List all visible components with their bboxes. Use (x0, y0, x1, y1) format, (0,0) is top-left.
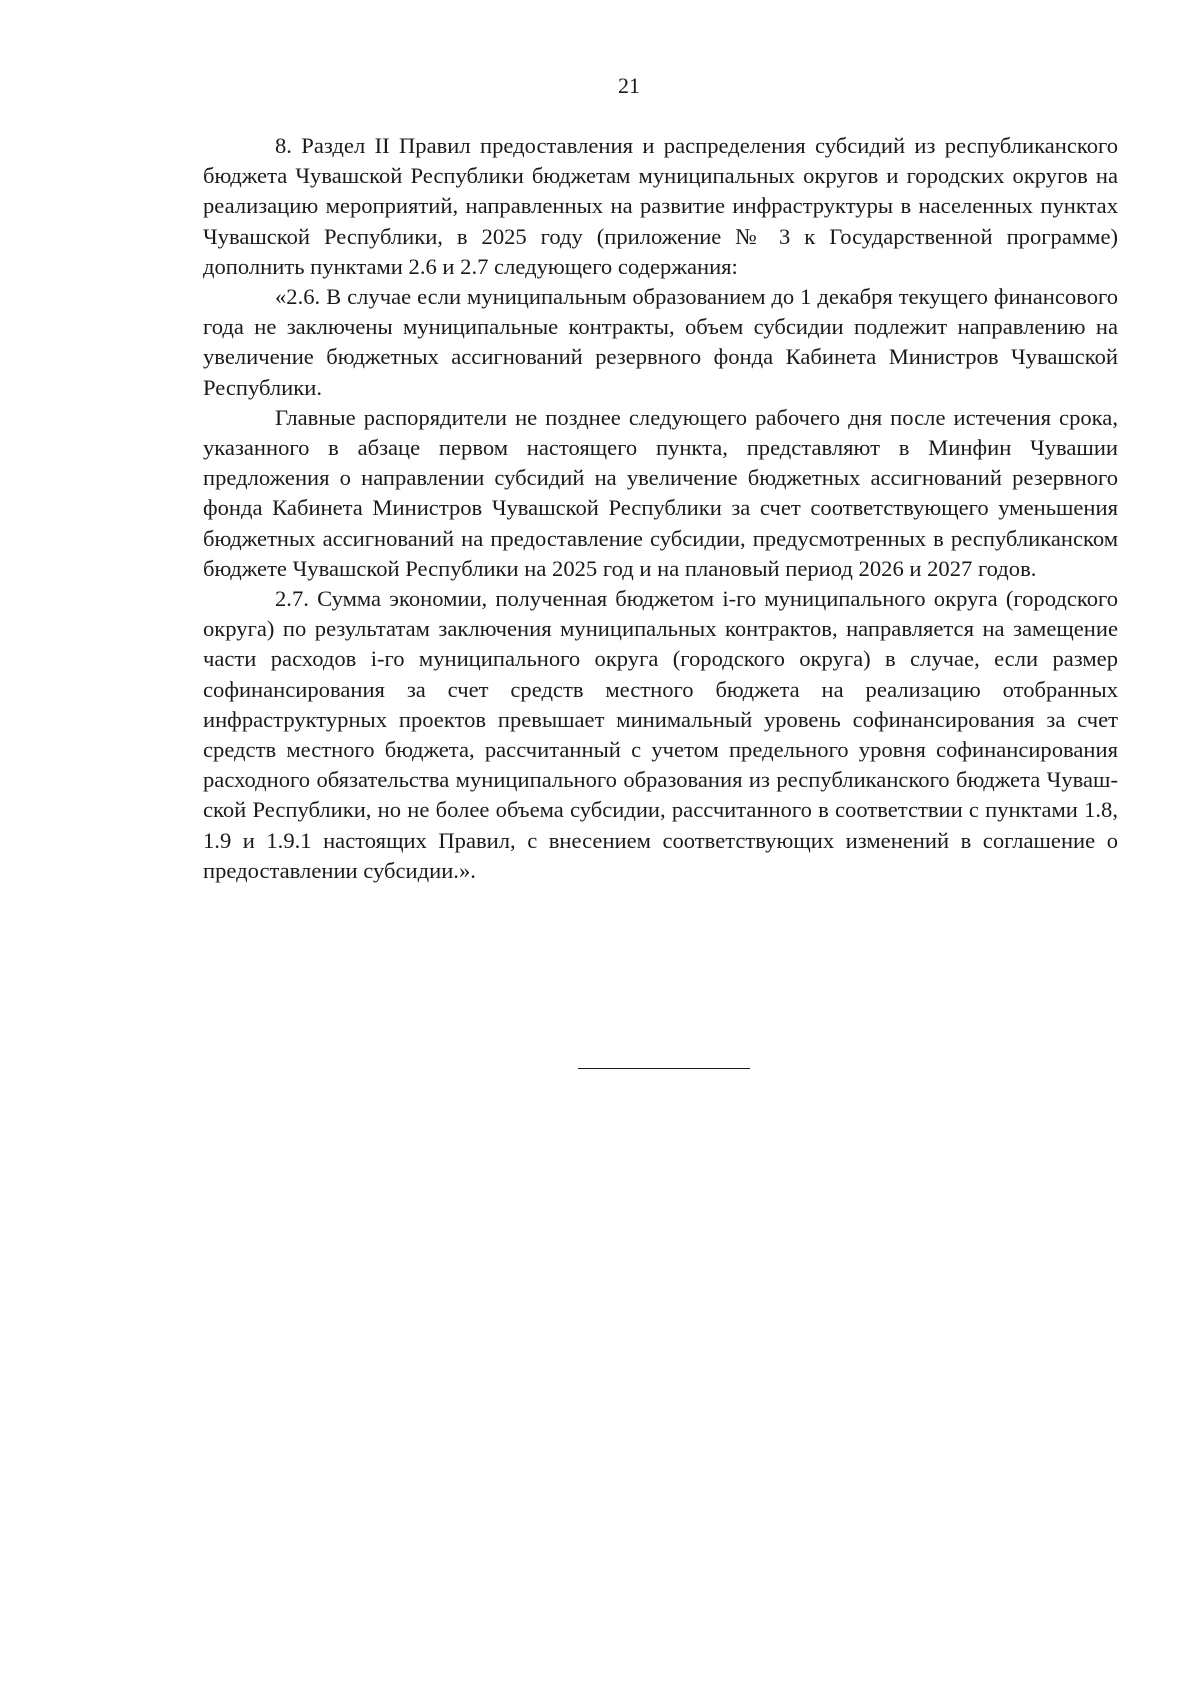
paragraph-item-2-7: 2.7. Сумма экономии, полученная бюджетом i-го муниципального округа (городского округа) по результатам заключения муниципальных контрактов, направляется на замещение части расходов i-го муниципального округа (городского округа) в случае, если размер софинансирования за счет средств местного бюджета на реализацию отобранных инфраструктурных проектов превышает минимальный уровень софинансирования за счет средств местного бюджета, рассчитанный с учетом предельного уровня софинансирования расходного обязательства муниципального образования из республиканского бюджета Чувашской Республики, но не более объема субсидии, рассчитанного в соответствии с пунктами 1.8, 1.9 и 1.9.1 настоящих Правил, с внесением соответствующих изменений в соглашение о предоставлении субсидии.». (203, 586, 1118, 883)
paragraph-item-2-6: «2.6. В случае если муниципальным образованием до 1 декабря текущего финансового года не заключены муниципальные контракты, объем субсидии подлежит направлению на увеличение бюджетных ассигнований резервного фонда Кабинета Министров Чувашской Республики. (203, 284, 1118, 400)
page-number: 21 (618, 73, 640, 98)
end-of-document-rule (578, 1068, 750, 1069)
paragraph-item-2-6-continued: Главные распорядители не позднее следующего рабочего дня после истечения срока, указанного в абзаце первом настоящего пункта, представляют в Минфин Чувашии предложения о направлении субсидий на увеличение бюджетных ассигнований резервного фонда Кабинета Министров Чувашской Республики за счет соответствующего уменьшения бюджетных ассигнований на предоставление субсидии, предусмотренных в республиканском бюджете Чувашской Республики на 2025 год и на плановый период 2026 и 2027 годов. (203, 404, 1118, 581)
paragraph-section-8: 8. Раздел II Правил предоставления и распределения субсидий из республиканского бюджета Чувашской Республики бюджетам муниципальных округов и городских округов на реализацию мероприятий, направленных на развитие инфраструктуры в населенных пунктах Чувашской Республики, в 2025 году (приложение № 3 к Государственной программе) дополнить пунктами 2.6 и 2.7 следующего содержания: (203, 133, 1118, 279)
document-body (203, 131, 1118, 886)
